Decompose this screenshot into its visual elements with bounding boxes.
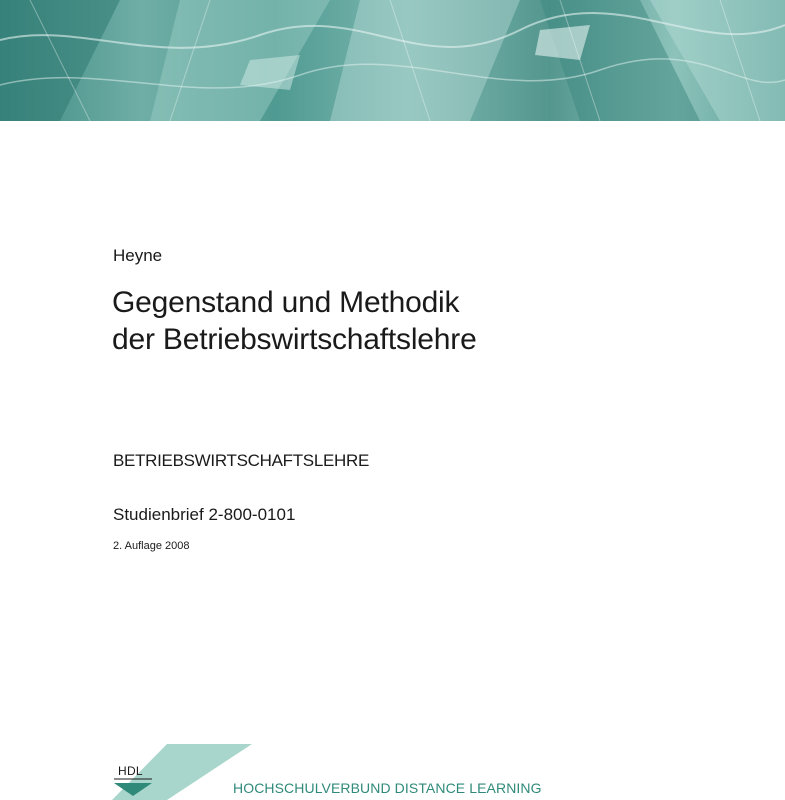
document-title: [112, 284, 712, 358]
edition-note: 2. Auflage 2008: [113, 540, 190, 552]
header-banner-image: [0, 0, 785, 121]
texture-pattern: [0, 0, 785, 121]
title-line-1: Gegenstand und Methodik: [112, 286, 460, 319]
hdl-logo-text: HDL: [118, 764, 143, 778]
author-name: Heyne: [113, 246, 163, 265]
subject-heading: BETRIEBSWIRTSCHAFTSLEHRE: [113, 451, 370, 470]
title-line-2: der Betriebswirtschaftslehre: [112, 323, 477, 356]
studienbrief-number: Studienbrief 2-800-0101: [113, 505, 296, 524]
organization-name: HOCHSCHULVERBUND DISTANCE LEARNING: [233, 780, 542, 796]
